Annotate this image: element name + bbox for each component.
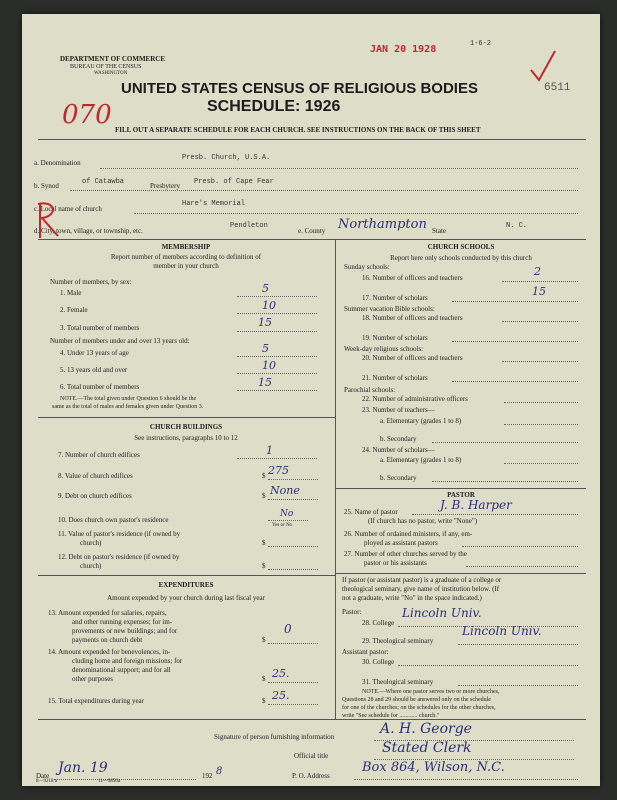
presbytery-label: Presbytery (150, 182, 180, 190)
membership-instruction: Report number of members according to definition of (110, 253, 262, 261)
column-divider (335, 239, 336, 719)
q15-label: 15. Total expenditures during year (48, 697, 144, 705)
q12-dollar: $ (262, 562, 266, 570)
census-schedule-sheet (22, 14, 600, 786)
q5-value: 10 (262, 359, 276, 372)
q3-value: 15 (258, 316, 272, 329)
q23-label: 23. Number of teachers— (362, 406, 435, 414)
q3-label: 3. Total number of members (60, 324, 140, 332)
q11-label-2: church) (80, 539, 102, 547)
q4-label: 4. Under 13 years of age (60, 349, 129, 357)
q24a-label: a. Elementary (grades 1 to 8) (380, 456, 462, 464)
q22-label: 22. Number of administrative officers (362, 395, 468, 403)
q9-label: 9. Debt on church edifices (58, 492, 132, 500)
q15-value: 25. (272, 689, 290, 702)
q8-label: 8. Value of church edifices (58, 472, 133, 480)
q5-label: 5. 13 years old and over (60, 366, 128, 374)
q13-label-3: provements or new buildings; and for (72, 627, 178, 635)
q17-label: 17. Number of scholars (362, 294, 428, 302)
q8-value: 275 (268, 464, 289, 477)
schools-heading: CHURCH SCHOOLS (427, 243, 495, 251)
expenditures-instruction: Amount expended by your church during last fiscal year (107, 594, 265, 602)
county-value: Northampton (338, 217, 427, 232)
q27-label: 27. Number of other churches served by the (344, 550, 467, 558)
q18-label: 18. Number of officers and teachers (362, 314, 463, 322)
q15-dollar: $ (262, 697, 266, 705)
q21-label: 21. Number of scholars (362, 374, 428, 382)
q24b-label: b. Secondary (380, 474, 417, 482)
q12-label-2: church) (80, 562, 102, 570)
signature-label: Signature of person furnishing information (214, 733, 335, 741)
q10-label: 10. Does church own pastor's residence (58, 516, 169, 524)
pastor-note-4: write "See schedule for ............ church." (342, 713, 440, 719)
q6-label: 6. Total number of members (60, 383, 140, 391)
pastor-subheading: Pastor: (342, 608, 362, 616)
divider (38, 139, 586, 140)
synod-label: b. Synod (34, 182, 59, 190)
q26-label: 26. Number of ordained ministers, if any, em- (344, 530, 473, 538)
q10-value: No (280, 509, 294, 519)
q14-label-3: denominational support; and for all (72, 666, 171, 674)
q19-label: 19. Number of scholars (362, 334, 428, 342)
pastor-note-2: Questions 28 and 29 should be answered only on the schedule (342, 697, 491, 703)
q24-label: 24. Number of scholars— (362, 446, 435, 454)
received-date-stamp: JAN 20 1928 (370, 44, 437, 55)
q14-dollar: $ (262, 675, 266, 683)
q28-value: Lincoln Univ. (402, 606, 482, 620)
q8-dollar: $ (262, 472, 266, 480)
expenditures-heading: EXPENDITURES (158, 581, 214, 589)
schedule-title: SCHEDULE: 1926 (207, 98, 341, 115)
local-name-value: Hare's Memorial (182, 200, 246, 208)
q14-label-4: other purposes (72, 675, 114, 683)
graduate-instruction: If pastor (or assistant pastor) is a graduate of a college or (342, 576, 502, 584)
dept-label: DEPARTMENT OF COMMERCE (60, 55, 166, 63)
denomination-value: Presb. Church, U.S.A. (182, 154, 271, 162)
q11-label: 11. Value of pastor's residence (if owned by (58, 530, 181, 538)
date-value: Jan. 19 (58, 760, 108, 776)
q6-value: 15 (258, 376, 272, 389)
q23b-label: b. Secondary (380, 435, 417, 443)
q30-label: 30. College (362, 658, 395, 666)
q25-value: J. B. Harper (440, 498, 512, 512)
instruction-line: FILL OUT A SEPARATE SCHEDULE FOR EACH CHURCH. SEE INSTRUCTIONS ON THE BACK OF THIS SHEET (115, 126, 481, 134)
q25-label: 25. Name of pastor (344, 508, 398, 516)
yes-no-hint: Yes or No (272, 523, 293, 528)
red-handwritten-number: 070 (62, 100, 112, 130)
members-by-age: Number of members under and over 13 years old: (50, 337, 190, 345)
q27-label-2: pastor or his assistants (364, 559, 427, 567)
city-town-value: Pendleton (230, 222, 268, 230)
schools-instruction: Report here only schools conducted by this church (390, 254, 532, 262)
members-by-sex: Number of members, by sex: (50, 278, 132, 286)
q12-label: 12. Debt on pastor's residence (if owned by (58, 553, 180, 561)
bureau-label: BUREAU OF THE CENSUS (70, 64, 142, 70)
weekday-schools-label: Week-day religious schools: (344, 345, 424, 353)
q14-value: 25. (272, 667, 290, 680)
q4-value: 5 (262, 342, 269, 355)
denomination-label: a. Denomination (34, 159, 81, 167)
q11-dollar: $ (262, 539, 266, 547)
local-name-label: c. Local name of church (34, 205, 102, 213)
print-code: 11—9856a (98, 779, 121, 784)
q16-value: 2 (534, 265, 541, 278)
county-label: e. County (298, 227, 326, 235)
state-value: N. C. (506, 222, 528, 230)
q14-label: 14. Amount expended for benevolences, in- (48, 648, 171, 656)
q28-label: 28. College (362, 619, 395, 627)
q17-value: 15 (532, 285, 546, 298)
presbytery-value: Presb. of Cape Fear (194, 178, 274, 186)
buildings-instruction: See instructions, paragraphs 10 to 12 (134, 434, 238, 442)
form-title: UNITED STATES CENSUS OF RELIGIOUS BODIES (121, 80, 478, 97)
pastor-note: NOTE.—Where one pastor serves two or more churches, (362, 689, 500, 695)
q26-label-2: ployed as assistant pastors (364, 539, 438, 547)
q13-label-4: payments on church debt (72, 636, 143, 644)
assistant-pastor-subheading: Assistant pastor: (342, 648, 389, 656)
membership-note-2: same as the total of males and females given under Question 3. (52, 404, 204, 410)
q23a-label: a. Elementary (grades 1 to 8) (380, 417, 462, 425)
q14-label-2: cluding home and foreign missions; for (72, 657, 183, 665)
q2-value: 10 (262, 299, 276, 312)
address-value: Box 864, Wilson, N.C. (362, 760, 505, 775)
pastor-heading: PASTOR (447, 491, 475, 499)
graduate-instruction-3: not a graduate, write "No" in the space indicated.) (342, 594, 482, 602)
reference-code: 1-6-2 (470, 40, 492, 48)
membership-instruction-2: member in your church (153, 262, 219, 270)
synod-value: of Catawba (82, 178, 125, 186)
date-label: Date (36, 772, 50, 780)
form-serial-number: 6511 (544, 82, 571, 94)
q13-label: 13. Amount expended for salaries, repairs, (48, 609, 167, 617)
form-code: 8—9218 a (36, 779, 57, 784)
q1-label: 1. Male (60, 289, 82, 297)
red-r-mark-icon (28, 194, 68, 244)
pastor-note-3: for one of the churches; on the schedules for the other churches, (342, 705, 496, 711)
q13-label-2: and other running expenses; for im- (72, 618, 173, 626)
membership-note: NOTE.—The total given under Question 6 should be the (60, 396, 197, 402)
parochial-schools-label: Parochial schools: (344, 386, 396, 394)
address-label: P. O. Address (292, 772, 330, 780)
q7-label: 7. Number of church edifices (58, 451, 140, 459)
city-town-label: d. City, town, village, or township, etc. (34, 227, 143, 235)
year-value: 8 (216, 766, 223, 777)
q29-label: 29. Theological seminary (362, 637, 434, 645)
q13-value: 0 (284, 622, 292, 636)
q25-note: (If church has no pastor, write "None") (368, 517, 478, 525)
graduate-instruction-2: theological seminary, give name of institution below. (If (342, 585, 500, 593)
q20-label: 20. Number of officers and teachers (362, 354, 463, 362)
sunday-schools-label: Sunday schools: (344, 263, 390, 271)
q16-label: 16. Number of officers and teachers (362, 274, 463, 282)
summer-schools-label: Summer vacation Bible schools: (344, 305, 435, 313)
membership-heading: MEMBERSHIP (161, 243, 211, 251)
buildings-heading: CHURCH BUILDINGS (149, 423, 223, 431)
official-title-value: Stated Clerk (382, 740, 472, 756)
state-label: State (432, 227, 446, 235)
year-prefix: 192 (202, 772, 213, 780)
q1-value: 5 (262, 282, 269, 295)
q9-value: None (270, 484, 300, 497)
q7-value: 1 (266, 444, 273, 457)
q29-value: Lincoln Univ. (462, 624, 542, 638)
q31-label: 31. Theological seminary (362, 678, 434, 686)
signature-value: A. H. George (380, 721, 472, 737)
official-title-label: Official title (294, 752, 329, 760)
q9-dollar: $ (262, 492, 266, 500)
city-label: WASHINGTON (94, 71, 128, 76)
q13-dollar: $ (262, 636, 266, 644)
q2-label: 2. Female (60, 306, 88, 314)
